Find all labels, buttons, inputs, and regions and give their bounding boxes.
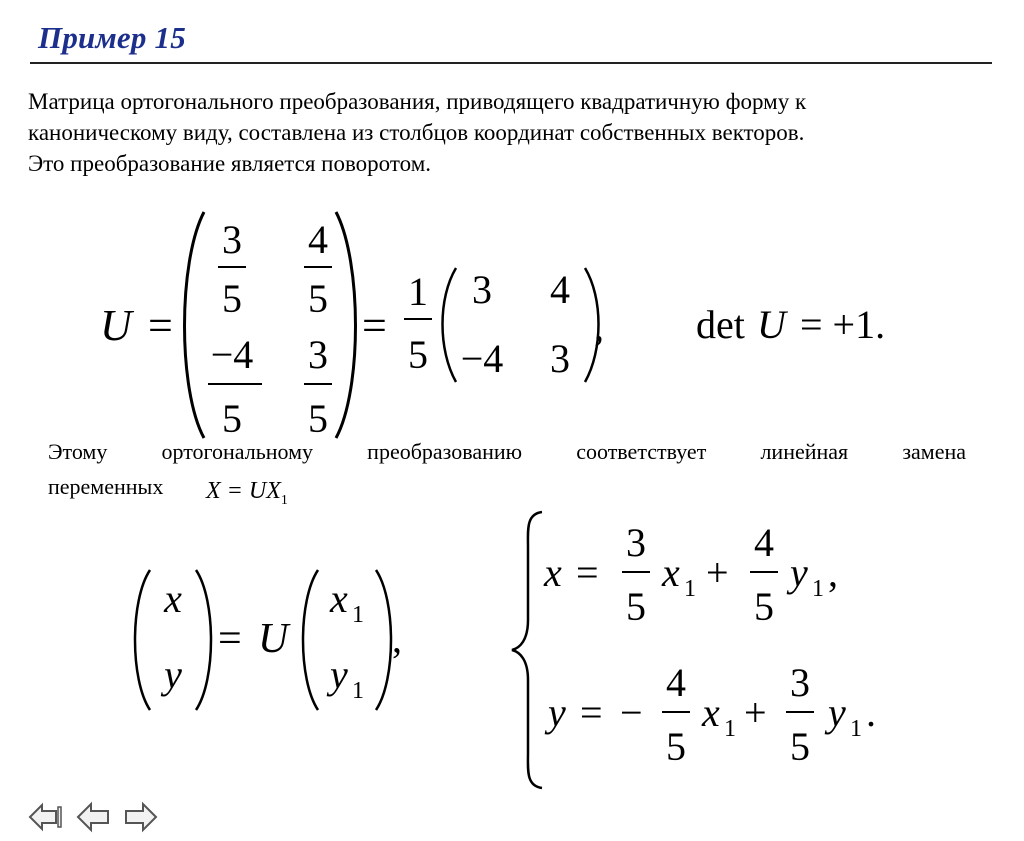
system-row1-x1: x [662, 550, 680, 595]
vector-equation [135, 570, 402, 710]
entry-22-denominator: 5 [308, 396, 328, 441]
middle-text-line-1: Этому ортогональному преобразованию соответствует линейная замена [48, 439, 966, 464]
comma-1: , [594, 304, 604, 349]
next-slide-button[interactable] [122, 800, 160, 834]
system-row2-end: . [866, 690, 876, 735]
new-vector-x-index: 1 [352, 602, 364, 628]
new-vector-y-index: 1 [352, 678, 364, 704]
right-arrow-icon [126, 804, 156, 830]
system-row1-y1: y [790, 550, 808, 595]
system-row2-y1: y [828, 690, 846, 735]
system-row1-plus: + [706, 550, 729, 595]
vector-matrix-symbol: U [258, 616, 289, 662]
entry-11-denominator: 5 [222, 276, 242, 321]
slide-title: Пример 15 [38, 20, 186, 55]
new-vector-left-paren [303, 570, 318, 710]
middle-text-line-2: переменных [48, 474, 164, 499]
first-slide-button[interactable] [26, 800, 64, 834]
equals-sign-2: = [362, 301, 387, 350]
comma-2: , [392, 616, 402, 661]
det-matrix-symbol: U [757, 302, 786, 347]
vector-left-paren [135, 570, 150, 710]
matrix-symbol: U [100, 301, 132, 350]
system-row2-equals: = [580, 690, 603, 735]
vector-equals: = [218, 616, 242, 662]
system-row2-c1-num: 4 [666, 660, 686, 705]
new-vector-x: x [330, 576, 348, 621]
scalar-denominator: 5 [408, 332, 428, 377]
left-paren-big [185, 212, 205, 438]
equation-system [512, 512, 876, 788]
system-row1-x1-index: 1 [684, 576, 696, 602]
entry-21-numerator: −4 [210, 332, 254, 377]
new-vector-right-paren [376, 570, 391, 710]
vector-y: y [164, 652, 182, 697]
intro-line-1: Матрица ортогонального преобразования, приводящего квадратичную форму к [28, 89, 807, 114]
first-slide-icon [30, 805, 61, 829]
system-row1-equals: = [576, 550, 599, 595]
substitution-index: 1 [280, 492, 288, 508]
right-paren-big [336, 212, 356, 438]
system-row2-plus: + [744, 690, 767, 735]
system-brace [512, 512, 542, 788]
left-arrow-icon [78, 804, 108, 830]
scalar-numerator: 1 [408, 269, 428, 314]
system-row1-c2-den: 5 [754, 584, 774, 629]
system-row2-x1: x [702, 690, 720, 735]
system-row1-end: , [828, 550, 838, 595]
system-row1-c1-den: 5 [626, 584, 646, 629]
system-row2-c2-den: 5 [790, 724, 810, 769]
vector-right-paren [196, 570, 211, 710]
system-row1-c1-num: 3 [626, 520, 646, 565]
substitution-formula [206, 478, 288, 509]
left-paren-small [443, 268, 457, 382]
system-row1-y1-index: 1 [812, 576, 824, 602]
system-row1-c2-num: 4 [754, 520, 774, 565]
int-entry-22: 3 [550, 336, 570, 381]
system-row2-var: y [548, 690, 566, 735]
equals-sign-1: = [148, 301, 173, 350]
system-row2-c1-den: 5 [666, 724, 686, 769]
system-row2-sign: − [620, 690, 643, 735]
int-entry-12: 4 [550, 267, 570, 312]
system-row2-y1-index: 1 [850, 716, 862, 742]
vector-x: x [164, 576, 182, 621]
system-row2-c2-num: 3 [790, 660, 810, 705]
intro-line-2: каноническому виду, составлена из столбцов координат собственных векторов. [28, 120, 805, 145]
intro-line-3: Это преобразование является поворотом. [28, 151, 431, 176]
system-row2-x1-index: 1 [724, 716, 736, 742]
entry-21-denominator: 5 [222, 396, 242, 441]
substitution-lhs: X = UX [206, 478, 281, 504]
det-label: det [696, 302, 745, 347]
int-entry-11: 3 [472, 267, 492, 312]
matrix-formula [100, 212, 885, 441]
int-entry-21: −4 [460, 336, 504, 381]
system-row1-var: x [544, 550, 562, 595]
entry-22-numerator: 3 [308, 332, 328, 377]
new-vector-y: y [330, 652, 348, 697]
entry-11-numerator: 3 [222, 217, 242, 262]
entry-12-denominator: 5 [308, 276, 328, 321]
det-value: = +1. [800, 302, 886, 347]
previous-slide-button[interactable] [74, 800, 112, 834]
entry-12-numerator: 4 [308, 217, 328, 262]
